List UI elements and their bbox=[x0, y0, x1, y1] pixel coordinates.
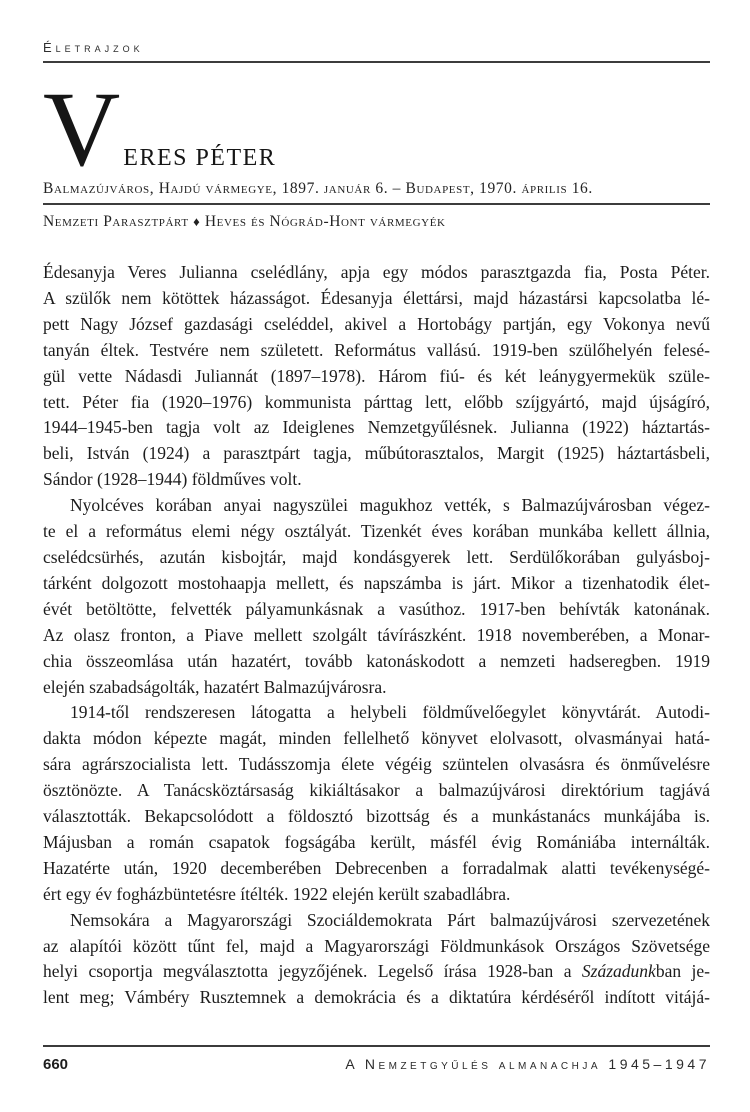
body-line: beli, István (1924) a parasztpárt tagja, műbútorasztalos, Margit (1925) háztartásbeli, bbox=[43, 443, 710, 464]
body-line: Az olasz fronton, a Piave mellett szolgált távírászként. 1918 novemberében, a Monar- bbox=[43, 624, 710, 645]
birth-death-line: Balmazújváros, Hajdú vármegye, 1897. január 6. – Budapest, 1970. április 16. bbox=[43, 180, 593, 197]
body-line: Sándor (1928–1944) földműves volt. bbox=[43, 469, 302, 490]
body-line: ösztönözte. A Tanácsköztársaság kikiáltásakor a balmazújvárosi direktórium tagjává bbox=[43, 780, 710, 801]
body-line: helyi csoportja megválasztotta jegyzőjének. Legelső írása 1928-ban a Századunkban je- bbox=[43, 961, 710, 982]
body-line: chia összeomlása után hazatért, tovább katonáskodott a nemzeti hadseregben. 1919 bbox=[43, 650, 710, 671]
body-line: ért egy év fogházbüntetésre ítélték. 1922 elején került szabadlábra. bbox=[43, 883, 511, 904]
vitals-rule bbox=[43, 203, 710, 205]
body-line: Nemsokára a Magyarországi Szociáldemokrata Párt balmazújvárosi szervezetének bbox=[70, 909, 710, 930]
constituency-name: Heves és Nógrád-Hont vármegyék bbox=[204, 213, 446, 230]
body-line: dakta módon képezte magát, minden fellelhető könyvet elolvasott, olvasmányai hatá- bbox=[43, 728, 710, 749]
biography-text bbox=[43, 260, 710, 1011]
body-line: Édesanyja Veres Julianna cselédlány, apja egy módos parasztgazda fia, Posta Péter. bbox=[43, 262, 710, 282]
diamond-separator-icon: ♦ bbox=[193, 214, 201, 229]
body-line: 1914-től rendszeresen látogatta a helybeli földművelőegylet könyvtárát. Autodi- bbox=[70, 702, 710, 723]
body-line: pett Nagy József gazdasági cseléddel, akivel a Hortobágy partján, egy Vokonya nevű bbox=[43, 313, 710, 334]
body-line: elején szabadságolták, hazatért Balmazújvárosra. bbox=[43, 676, 387, 697]
header-rule bbox=[43, 61, 710, 63]
person-name: ERES PÉTER bbox=[123, 145, 277, 171]
body-line: az alapítói között tűnt fel, majd a Magyarországi Földmunkások Országos Szövetsége bbox=[43, 935, 710, 956]
body-line: választották. Bekapcsolódott a földosztó bizottság és a munkástanács munkájába is. bbox=[43, 806, 710, 827]
body-line: Hazatérte után, 1920 decemberében Debrecenben a forradalmak alatti tevékenységé- bbox=[43, 857, 710, 878]
body-line: sára agrárszocialista lett. Tudásszomja élete végéig szüntelen olvasásra és önművelésre bbox=[43, 754, 710, 775]
body-line: A szülők nem kötöttek házasságot. Édesanyja élettársi, majd házastársi kapcsolatba lé- bbox=[43, 287, 710, 308]
body-line: évét betöltötte, felvették pályamunkásnak a vasúthoz. 1917-ben behívták katonának. bbox=[43, 598, 710, 619]
page-footer bbox=[43, 1045, 710, 1073]
body-line: te el a református elemi négy osztályát. Tizenkét éves korában munkába kellett állnia, bbox=[43, 521, 710, 542]
body-line: Nyolcéves korában anyai nagyszülei magukhoz vették, s Balmazújvárosban végez- bbox=[70, 495, 710, 516]
journal-title-italic: Századunk bbox=[581, 961, 656, 982]
body-line: tett. Péter fia (1920–1976) kommunista párttag lett, előbb szíjgyártó, majd újságíró, bbox=[43, 391, 710, 412]
body-line: 1944–1945-ben tagja volt az Ideiglenes Nemzetgyűlésnek. Julianna (1922) háztartás- bbox=[43, 417, 710, 438]
body-line: cselédcsürhés, azután kisbojtár, majd kondásgyerek lett. Serdülőkorában gulyásboj- bbox=[43, 546, 710, 567]
body-line: Májusban a román csapatok fogságába került, másfél évig Romániába internálták. bbox=[43, 831, 710, 852]
body-line: tanyán éltek. Testvére nem született. Református vallású. 1919-ben szülőhelyén felesé- bbox=[43, 339, 710, 360]
affiliation-line bbox=[43, 213, 710, 231]
page-number: 660 bbox=[43, 1056, 69, 1073]
section-header-label: Életrajzok bbox=[43, 40, 144, 55]
body-line: lent meg; Vámbéry Rusztemnek a demokrácia és a diktatúra kérdéséről indított vitájá- bbox=[43, 987, 710, 1008]
book-title: A Nemzetgyűlés almanachja 1945–1947 bbox=[345, 1056, 710, 1072]
body-line: tárként dolgozott mostohaapja mellett, és napszámba is járt. Mikor a tizenhatodik élet- bbox=[43, 572, 710, 593]
party-name: Nemzeti Parasztpárt bbox=[43, 213, 189, 230]
drop-cap-initial: V bbox=[43, 71, 121, 189]
body-line: gül vette Nádasdi Juliannát (1897–1978). Három fiú- és két leánygyermekük szüle- bbox=[43, 365, 710, 386]
